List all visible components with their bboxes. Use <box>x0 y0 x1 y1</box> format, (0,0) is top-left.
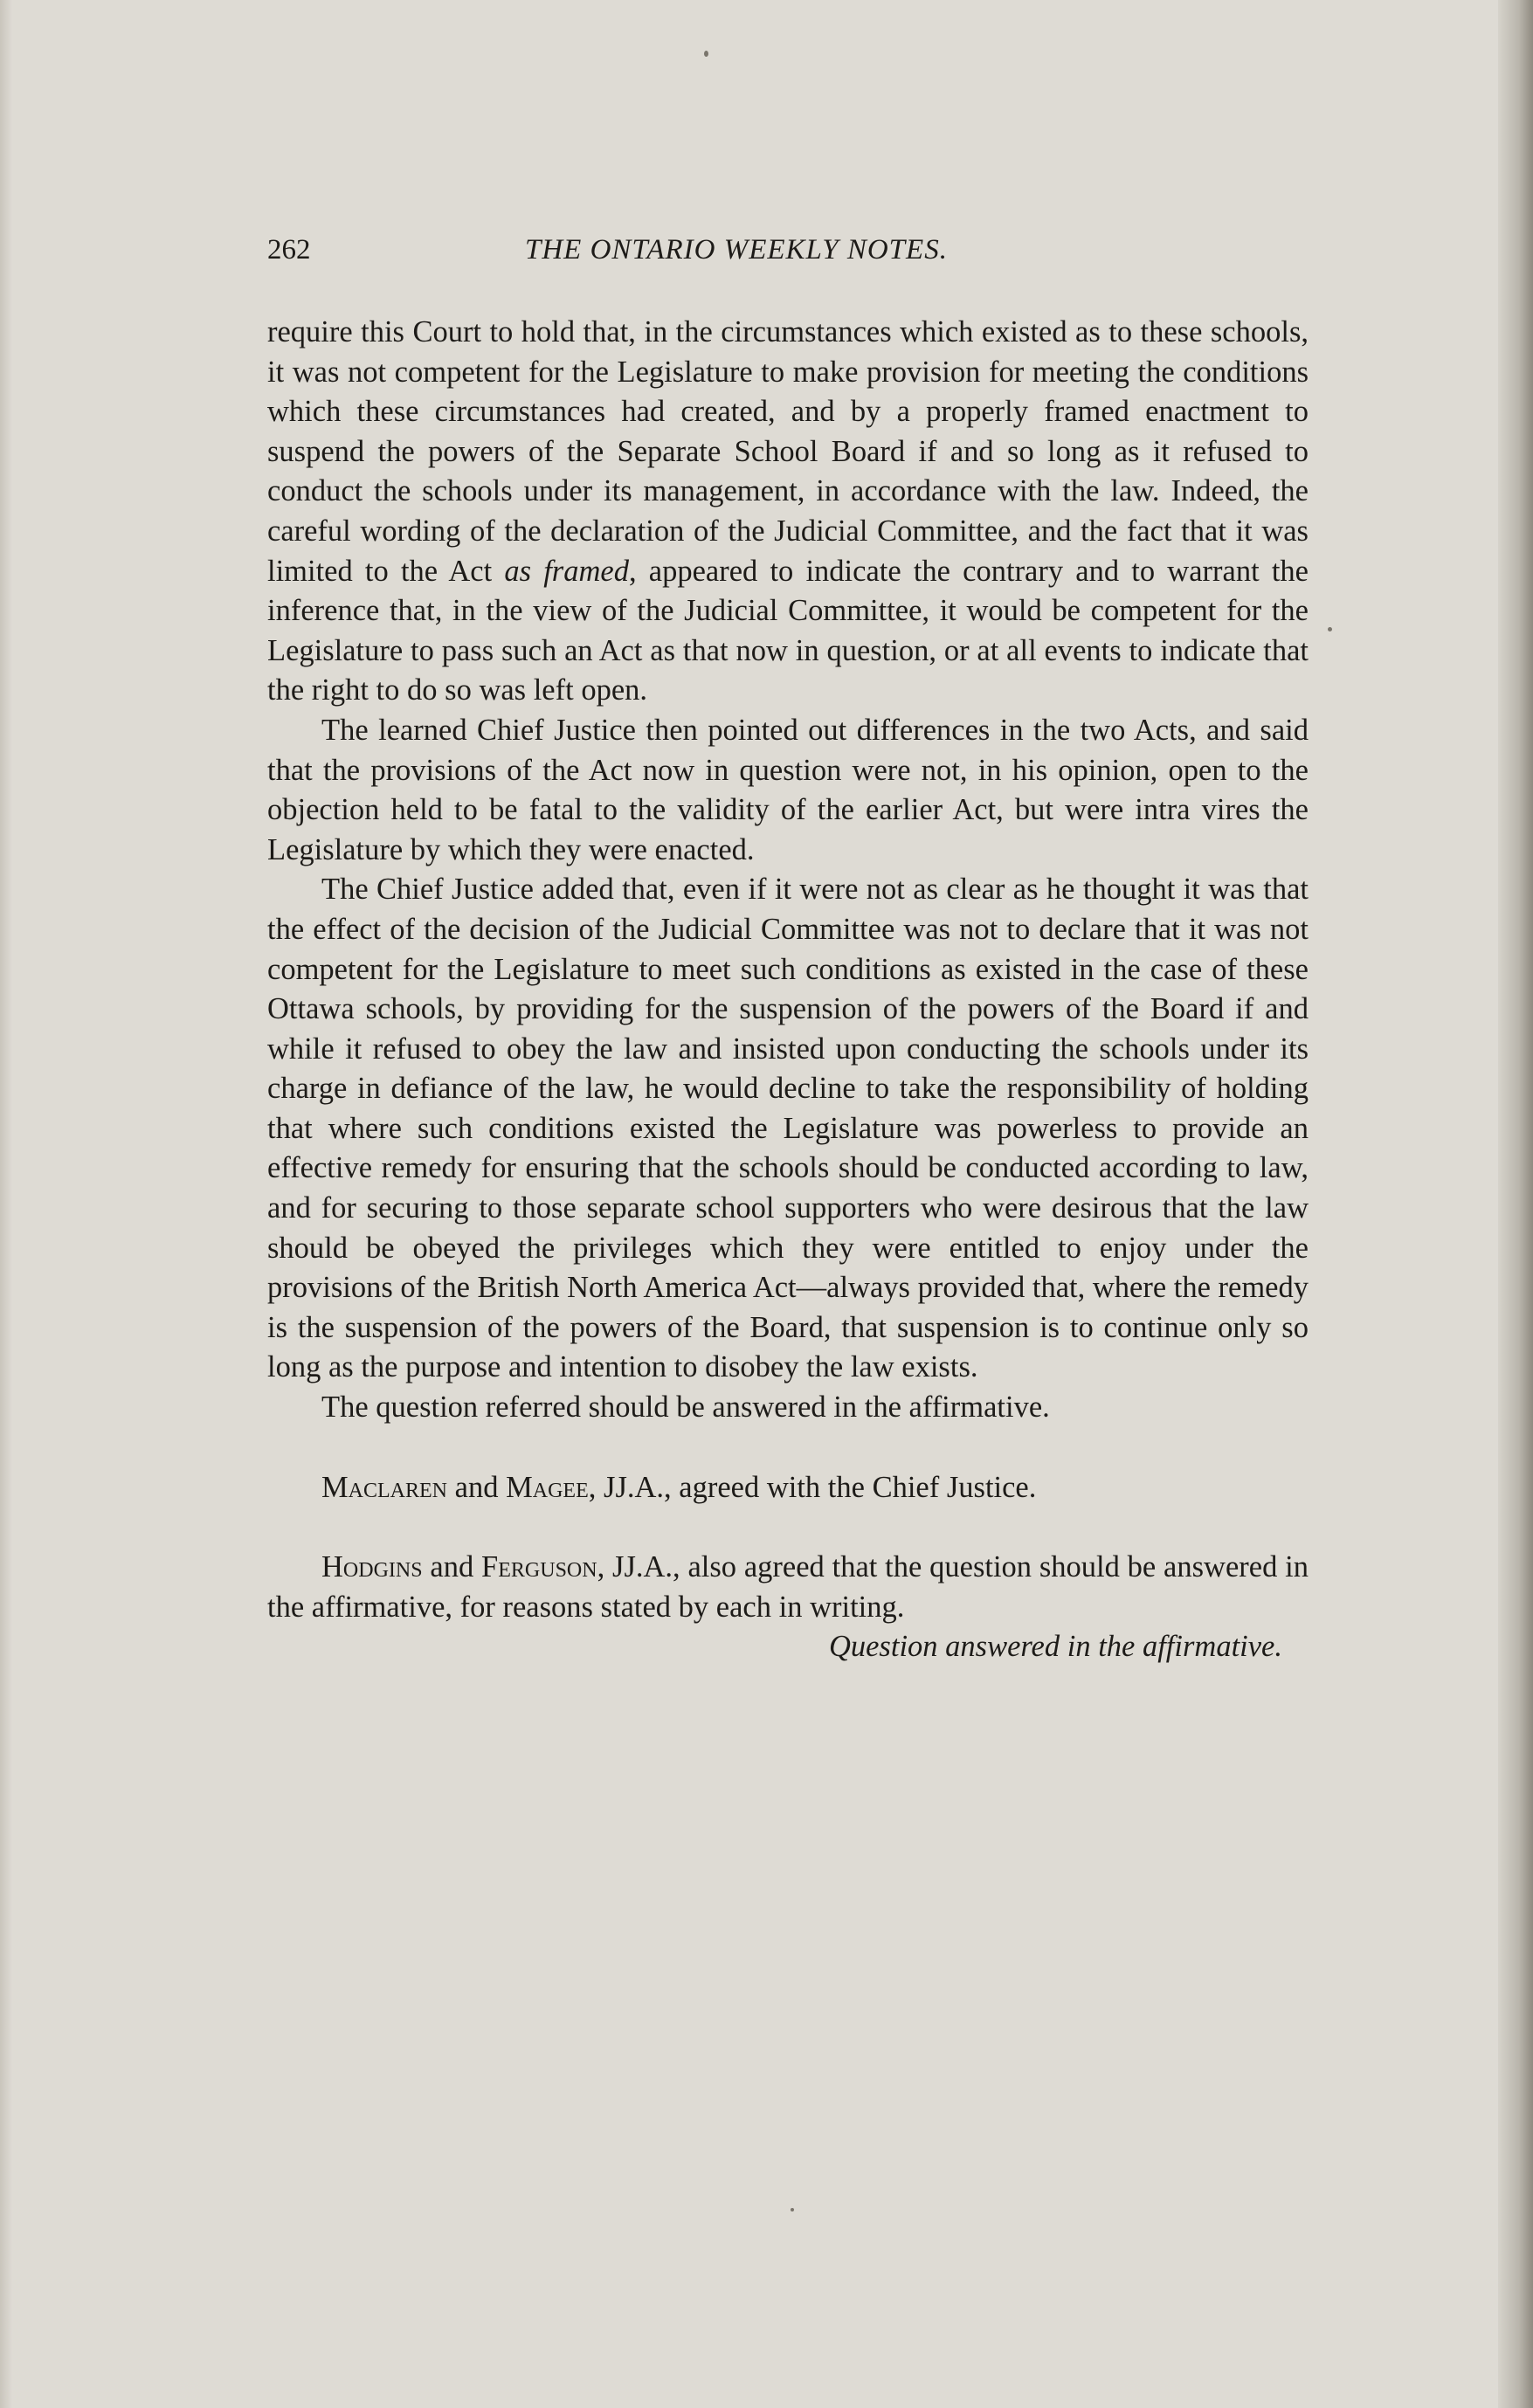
journal-title: THE ONTARIO WEEKLY NOTES. <box>525 234 948 266</box>
verdict-line: Question answered in the affirmative. <box>828 1630 1282 1664</box>
paper-speck <box>791 2208 794 2211</box>
name-joiner-1: and <box>447 1470 507 1504</box>
paragraph-1 <box>267 313 1309 711</box>
paragraph-5 <box>267 1468 1309 1508</box>
page-left-edge <box>0 0 12 2408</box>
judge-name-4: Ferguson <box>481 1550 597 1584</box>
paper-speck <box>1328 627 1332 631</box>
judge-name-2: Magee <box>506 1470 589 1504</box>
paragraph-1-emphasis: as framed <box>504 554 629 588</box>
judge-name-1: Maclaren <box>321 1470 448 1504</box>
paragraph-1-text-b: , appeared to indicate the contrary and to warrant the inference that, in the view of the Judicial Committee, it would be competent for the Legislature to pass such an Act as that now in question, or at all events to indicate that the right to do so was left open. <box>267 554 1309 707</box>
paragraph-5-text: , JJ.A., agreed with the Chief Justice. <box>588 1470 1037 1504</box>
paragraph-6-text: , JJ.A., also agreed that the question should be answered in the affirmative, for reasons stated by each in writing. <box>267 1550 1309 1624</box>
paragraph-1-text-a: require this Court to hold that, in the circumstances which existed as to these schools, it was not competent for the Legislature to make provision for meeting the conditions which these circumstances had created, and by a properly framed enactment to suspend the powers of the Separate School Board if and so long as it refused to conduct the schools under its management, in accordance with the law. Indeed, the careful wording of the declaration of the Judicial Committee, and the fact that it was limited to the Act <box>267 315 1309 588</box>
page-number: 262 <box>267 234 311 266</box>
running-head <box>267 234 1315 278</box>
paper-speck <box>704 51 708 57</box>
body-text <box>267 313 1309 1667</box>
paragraph-3: The Chief Justice added that, even if it were not as clear as he thought it was that the effect of the decision of the Judicial Committee was not to declare that it was not competent for the Legislature to meet such conditions as existed in the case of these Ottawa schools, by providing for the suspension of the powers of the Board if and while it refused to obey the law and insisted upon conducting the schools under its charge in defiance of the law, he would decline to take the responsibility of holding that where such conditions existed the Legislature was powerless to provide an effective remedy for ensuring that the schools should be conducted according to law, and for securing to those separate school supporters who were desirous that the law should be obeyed the privileges which they were entitled to enjoy under the provisions of the British North America Act—always provided that, where the remedy is the suspension of the powers of the Board, that suspension is to continue only so long as the purpose and intention to disobey the law exists. <box>267 873 1309 1384</box>
judge-name-3: Hodgins <box>321 1550 423 1584</box>
paragraph-2: The learned Chief Justice then pointed out differences in the two Acts, and said that the provisions of the Act now in question were not, in his opinion, open to the objection held to be fatal to the validity of the earlier Act, but were intra vires the Legislature by which they were enacted. <box>267 713 1309 866</box>
page-right-edge <box>1498 0 1533 2408</box>
name-joiner-2: and <box>422 1550 482 1584</box>
paragraph-6 <box>267 1548 1309 1627</box>
paragraph-4: The question referred should be answered in the affirmative. <box>321 1390 1050 1425</box>
